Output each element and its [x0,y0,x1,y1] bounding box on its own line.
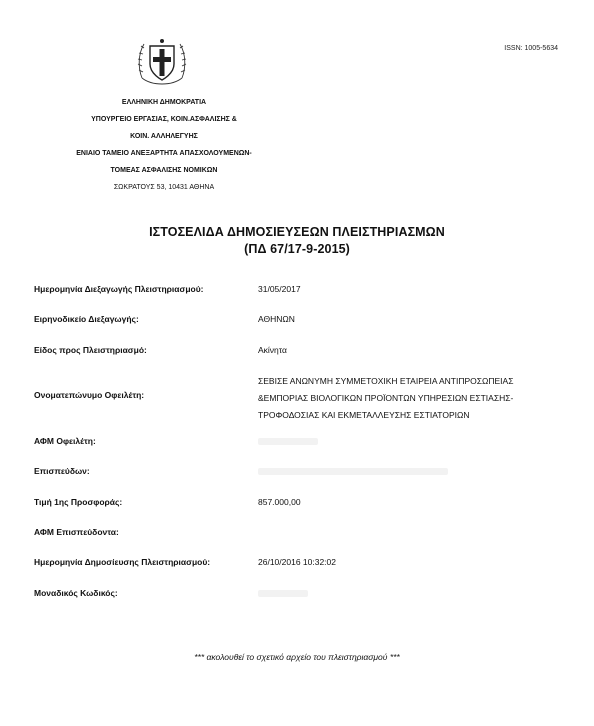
header-line-3: ΚΟΙΝ. ΑΛΛΗΛΕΓΥΗΣ [130,133,198,140]
debtor-name-label: Ονοματεπώνυμο Οφειλέτη: [34,390,145,400]
redacted-debtor-afm [258,438,318,445]
greek-coat-of-arms-icon [134,34,190,90]
debtor-name-value: ΣΕΒΙΣΕ ΑΝΩΝΥΜΗ ΣΥΜΜΕΤΟΧΙΚΗ ΕΤΑΙΡΕΙΑ ΑΝΤΙΠΡΟΣΩΠΕΙΑΣ &ΕΜΠΟΡΙΑΣ ΒΙΟΛΟΓΙΚΩΝ ΠΡΟΪΟΝΤΩΝ ΥΠΗΡΕΣΙΩΝ ΕΣΤΙΑΣΗΣ-ΤΡΟΦΟΔΟΣΙΑΣ ΚΑΙ ΕΚΜΕΤΑΛΛΕΥΣΗΣ ΕΣΤΙΑΤΟΡΙΩΝ [258,376,514,420]
pursuer-label: Επισπεύδων: [34,466,90,476]
issn-label: ISSN: 1005-5634 [504,45,558,52]
auction-date-value: 31/05/2017 [258,284,301,294]
redacted-unique-code [258,590,308,597]
court-label: Ειρηνοδικείο Διεξαγωγής: [34,314,139,324]
first-offer-price-label: Τιμή 1ης Προσφοράς: [34,497,123,507]
debtor-afm-label: ΑΦΜ Οφειλέτη: [34,436,96,446]
page-title: ΙΣΤΟΣΕΛΙΔΑ ΔΗΜΟΣΙΕΥΣΕΩΝ ΠΛΕΙΣΤΗΡΙΑΣΜΩΝ [149,225,445,239]
auction-type-label: Είδος προς Πλειστηριασμό: [34,345,147,355]
header-line-4: ΕΝΙΑΙΟ ΤΑΜΕΙΟ ΑΝΕΞΑΡΤΗΤΑ ΑΠΑΣΧΟΛΟΥΜΕΝΩΝ- [76,150,252,157]
issuer-header [40,94,288,196]
unique-code-label: Μοναδικός Κωδικός: [34,588,118,598]
pursuer-afm-label: ΑΦΜ Επισπεύδοντα: [34,527,119,537]
header-line-2: ΥΠΟΥΡΓΕΙΟ ΕΡΓΑΣΙΑΣ, ΚΟΙΝ.ΑΣΦΑΛΙΣΗΣ & [91,116,237,123]
publication-date-value: 26/10/2016 10:32:02 [258,557,336,567]
auction-type-value: Ακίνητα [258,345,287,355]
header-line-5: ΤΟΜΕΑΣ ΑΣΦΑΛΙΣΗΣ ΝΟΜΙΚΩΝ [110,167,218,174]
header-address: ΣΩΚΡΑΤΟΥΣ 53, 10431 ΑΘΗΝΑ [113,184,215,191]
first-offer-price-value: 857.000,00 [258,497,301,507]
auction-date-label: Ημερομηνία Διεξαγωγής Πλειστηριασμού: [34,284,204,294]
page-subtitle: (ΠΔ 67/17-9-2015) [244,242,350,256]
redacted-pursuer [258,468,448,475]
attachment-note: *** ακολουθεί το σχετικό αρχείο του πλειστηριασμού *** [194,652,400,662]
publication-date-label: Ημερομηνία Δημοσίευσης Πλειστηριασμού: [34,557,211,567]
court-value: ΑΘΗΝΩΝ [258,314,295,324]
header-line-1: ΕΛΛΗΝΙΚΗ ΔΗΜΟΚΡΑΤΙΑ [121,99,207,106]
